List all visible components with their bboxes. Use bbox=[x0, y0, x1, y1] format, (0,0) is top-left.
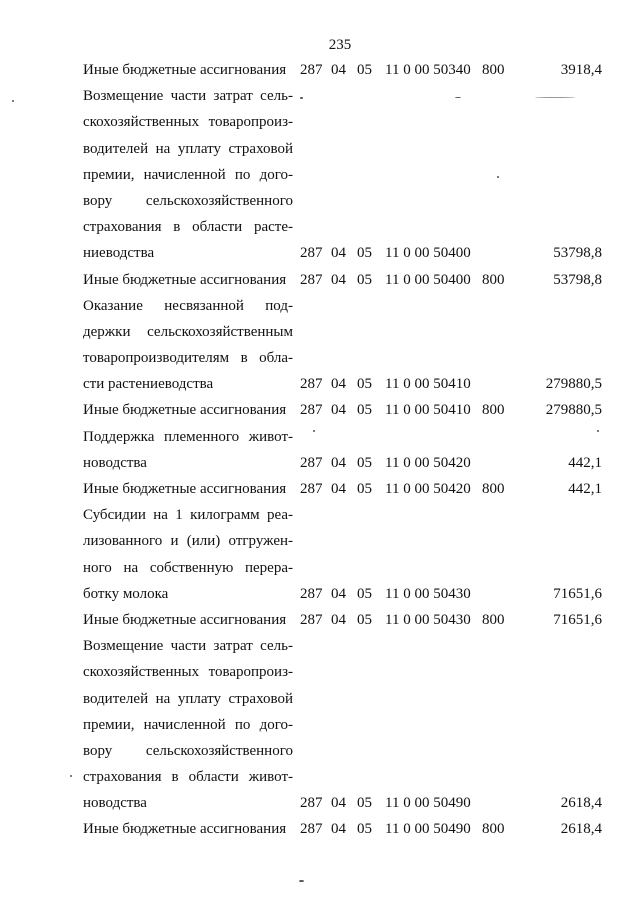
code-csr: 11 0 00 50410 bbox=[385, 376, 471, 393]
code-rz: 04 bbox=[331, 795, 346, 812]
code-pr: 05 bbox=[357, 454, 372, 471]
amount: 71651,6 bbox=[553, 585, 602, 602]
item-name: водителей на уплату страховой bbox=[83, 140, 293, 157]
name-line bbox=[0, 767, 640, 793]
item-name: ниеводства bbox=[83, 245, 155, 262]
amount: 71651,6 bbox=[553, 611, 602, 628]
code-vr: 800 bbox=[482, 821, 505, 838]
scan-speck bbox=[299, 880, 304, 882]
item-name: премии, начисленной по дого- bbox=[83, 716, 293, 733]
item-name: Поддержка племенного живот- bbox=[83, 428, 293, 445]
scan-speck bbox=[300, 97, 303, 99]
table-row bbox=[0, 479, 640, 505]
amount: 279880,5 bbox=[545, 376, 602, 393]
item-name: Иные бюджетные ассигнования bbox=[83, 271, 287, 288]
name-line bbox=[0, 86, 640, 112]
item-name: лизованного и (или) отгружен- bbox=[83, 533, 293, 550]
item-name: премии, начисленной по дого- bbox=[83, 166, 293, 183]
item-name: держки сельскохозяйственным bbox=[83, 323, 293, 340]
item-name: сти растениеводства bbox=[83, 376, 214, 393]
name-line bbox=[0, 741, 640, 767]
code-gr: 287 bbox=[300, 245, 323, 262]
item-name: Иные бюджетные ассигнования bbox=[83, 481, 287, 497]
item-name: Возмещение части затрат сель- bbox=[83, 88, 293, 105]
table-row bbox=[0, 427, 640, 479]
code-csr: 11 0 00 50400 bbox=[385, 271, 471, 288]
code-pr: 05 bbox=[357, 376, 372, 393]
code-gr: 287 bbox=[300, 402, 323, 419]
table-row bbox=[0, 270, 640, 296]
code-pr: 05 bbox=[357, 62, 372, 78]
item-name: скохозяйственных товаропроиз- bbox=[83, 664, 293, 681]
item-name: Иные бюджетные ассигнования bbox=[83, 611, 287, 628]
code-csr: 11 0 00 50400 bbox=[385, 245, 471, 262]
table-row bbox=[0, 86, 640, 269]
code-vr: 800 bbox=[482, 481, 505, 497]
code-pr: 05 bbox=[357, 795, 372, 812]
name-line bbox=[0, 531, 640, 557]
name-line bbox=[0, 322, 640, 348]
item-name: ного на собственную перера- bbox=[83, 559, 293, 576]
item-name: ботку молока bbox=[83, 585, 169, 602]
code-csr: 11 0 00 50410 bbox=[385, 402, 471, 419]
amount: 442,1 bbox=[568, 481, 602, 497]
scan-speck bbox=[70, 775, 72, 777]
name-line bbox=[0, 400, 640, 426]
code-rz: 04 bbox=[331, 585, 346, 602]
code-pr: 05 bbox=[357, 611, 372, 628]
item-name: новодства bbox=[83, 795, 147, 812]
code-csr: 11 0 00 50430 bbox=[385, 611, 471, 628]
budget-table bbox=[0, 60, 640, 846]
code-rz: 04 bbox=[331, 454, 346, 471]
name-line bbox=[0, 374, 640, 400]
name-line bbox=[0, 715, 640, 741]
code-gr: 287 bbox=[300, 795, 323, 812]
name-line bbox=[0, 453, 640, 479]
item-name: водителей на уплату страховой bbox=[83, 690, 293, 707]
code-gr: 287 bbox=[300, 611, 323, 628]
amount: 279880,5 bbox=[545, 402, 602, 419]
name-line bbox=[0, 165, 640, 191]
scan-speck bbox=[597, 430, 599, 432]
name-line bbox=[0, 819, 640, 845]
code-pr: 05 bbox=[357, 585, 372, 602]
code-csr: 11 0 00 50430 bbox=[385, 585, 471, 602]
item-name: новодства bbox=[83, 454, 147, 471]
code-csr: 11 0 00 50420 bbox=[385, 481, 471, 497]
item-name: Иные бюджетные ассигнования bbox=[83, 62, 287, 78]
code-gr: 287 bbox=[300, 585, 323, 602]
code-csr: 11 0 00 50340 bbox=[385, 62, 471, 78]
table-row bbox=[0, 819, 640, 845]
item-name: Иные бюджетные ассигнования bbox=[83, 821, 287, 838]
name-line bbox=[0, 427, 640, 453]
code-pr: 05 bbox=[357, 821, 372, 838]
code-rz: 04 bbox=[331, 376, 346, 393]
code-vr: 800 bbox=[482, 62, 505, 78]
code-gr: 287 bbox=[300, 821, 323, 838]
amount: 442,1 bbox=[568, 454, 602, 471]
code-rz: 04 bbox=[331, 62, 346, 78]
scan-speck bbox=[455, 97, 461, 98]
item-name: скохозяйственных товаропроиз- bbox=[83, 114, 293, 131]
name-line bbox=[0, 60, 640, 86]
scan-speck bbox=[313, 430, 315, 432]
table-row bbox=[0, 505, 640, 610]
scan-speck bbox=[12, 100, 14, 102]
name-line bbox=[0, 610, 640, 636]
code-rz: 04 bbox=[331, 481, 346, 497]
amount: 2618,4 bbox=[560, 821, 602, 838]
name-line bbox=[0, 479, 640, 505]
item-name: товаропроизводителям в обла- bbox=[83, 350, 293, 367]
item-name: Оказание несвязанной под- bbox=[83, 297, 293, 314]
item-name: Субсидии на 1 килограмм реа- bbox=[83, 507, 293, 524]
code-gr: 287 bbox=[300, 62, 323, 78]
amount: 3918,4 bbox=[560, 62, 602, 78]
name-line bbox=[0, 270, 640, 296]
item-name: страхования в области расте- bbox=[83, 219, 293, 236]
name-line bbox=[0, 348, 640, 374]
name-line bbox=[0, 112, 640, 138]
page-number: 235 bbox=[328, 37, 352, 53]
code-rz: 04 bbox=[331, 821, 346, 838]
code-csr: 11 0 00 50420 bbox=[385, 454, 471, 471]
name-line bbox=[0, 689, 640, 715]
item-name: вору сельскохозяйственного bbox=[83, 742, 293, 759]
name-line bbox=[0, 636, 640, 662]
amount: 53798,8 bbox=[553, 271, 602, 288]
name-line bbox=[0, 505, 640, 531]
name-line bbox=[0, 584, 640, 610]
code-csr: 11 0 00 50490 bbox=[385, 795, 471, 812]
scan-speck bbox=[497, 176, 499, 178]
code-pr: 05 bbox=[357, 245, 372, 262]
name-line bbox=[0, 243, 640, 269]
amount: 2618,4 bbox=[560, 795, 602, 812]
name-line bbox=[0, 296, 640, 322]
code-rz: 04 bbox=[331, 611, 346, 628]
name-line bbox=[0, 793, 640, 819]
code-rz: 04 bbox=[331, 402, 346, 419]
name-line bbox=[0, 558, 640, 584]
table-row bbox=[0, 296, 640, 401]
name-line bbox=[0, 217, 640, 243]
name-line bbox=[0, 191, 640, 217]
code-vr: 800 bbox=[482, 402, 505, 419]
code-rz: 04 bbox=[331, 245, 346, 262]
table-row bbox=[0, 610, 640, 636]
code-rz: 04 bbox=[331, 271, 346, 288]
table-row bbox=[0, 60, 640, 86]
code-pr: 05 bbox=[357, 481, 372, 497]
amount: 53798,8 bbox=[553, 245, 602, 262]
item-name: страхования в области живот- bbox=[83, 769, 293, 786]
item-name: вору сельскохозяйственного bbox=[83, 192, 293, 209]
code-pr: 05 bbox=[357, 271, 372, 288]
code-vr: 800 bbox=[482, 611, 505, 628]
code-gr: 287 bbox=[300, 481, 323, 497]
code-pr: 05 bbox=[357, 402, 372, 419]
code-gr: 287 bbox=[300, 271, 323, 288]
code-gr: 287 bbox=[300, 376, 323, 393]
scan-speck bbox=[535, 97, 575, 98]
code-gr: 287 bbox=[300, 454, 323, 471]
name-line bbox=[0, 139, 640, 165]
code-vr: 800 bbox=[482, 271, 505, 288]
code-csr: 11 0 00 50490 bbox=[385, 821, 471, 838]
table-row bbox=[0, 400, 640, 426]
table-row bbox=[0, 636, 640, 819]
name-line bbox=[0, 662, 640, 688]
item-name: Иные бюджетные ассигнования bbox=[83, 402, 287, 419]
item-name: Возмещение части затрат сель- bbox=[83, 638, 293, 655]
